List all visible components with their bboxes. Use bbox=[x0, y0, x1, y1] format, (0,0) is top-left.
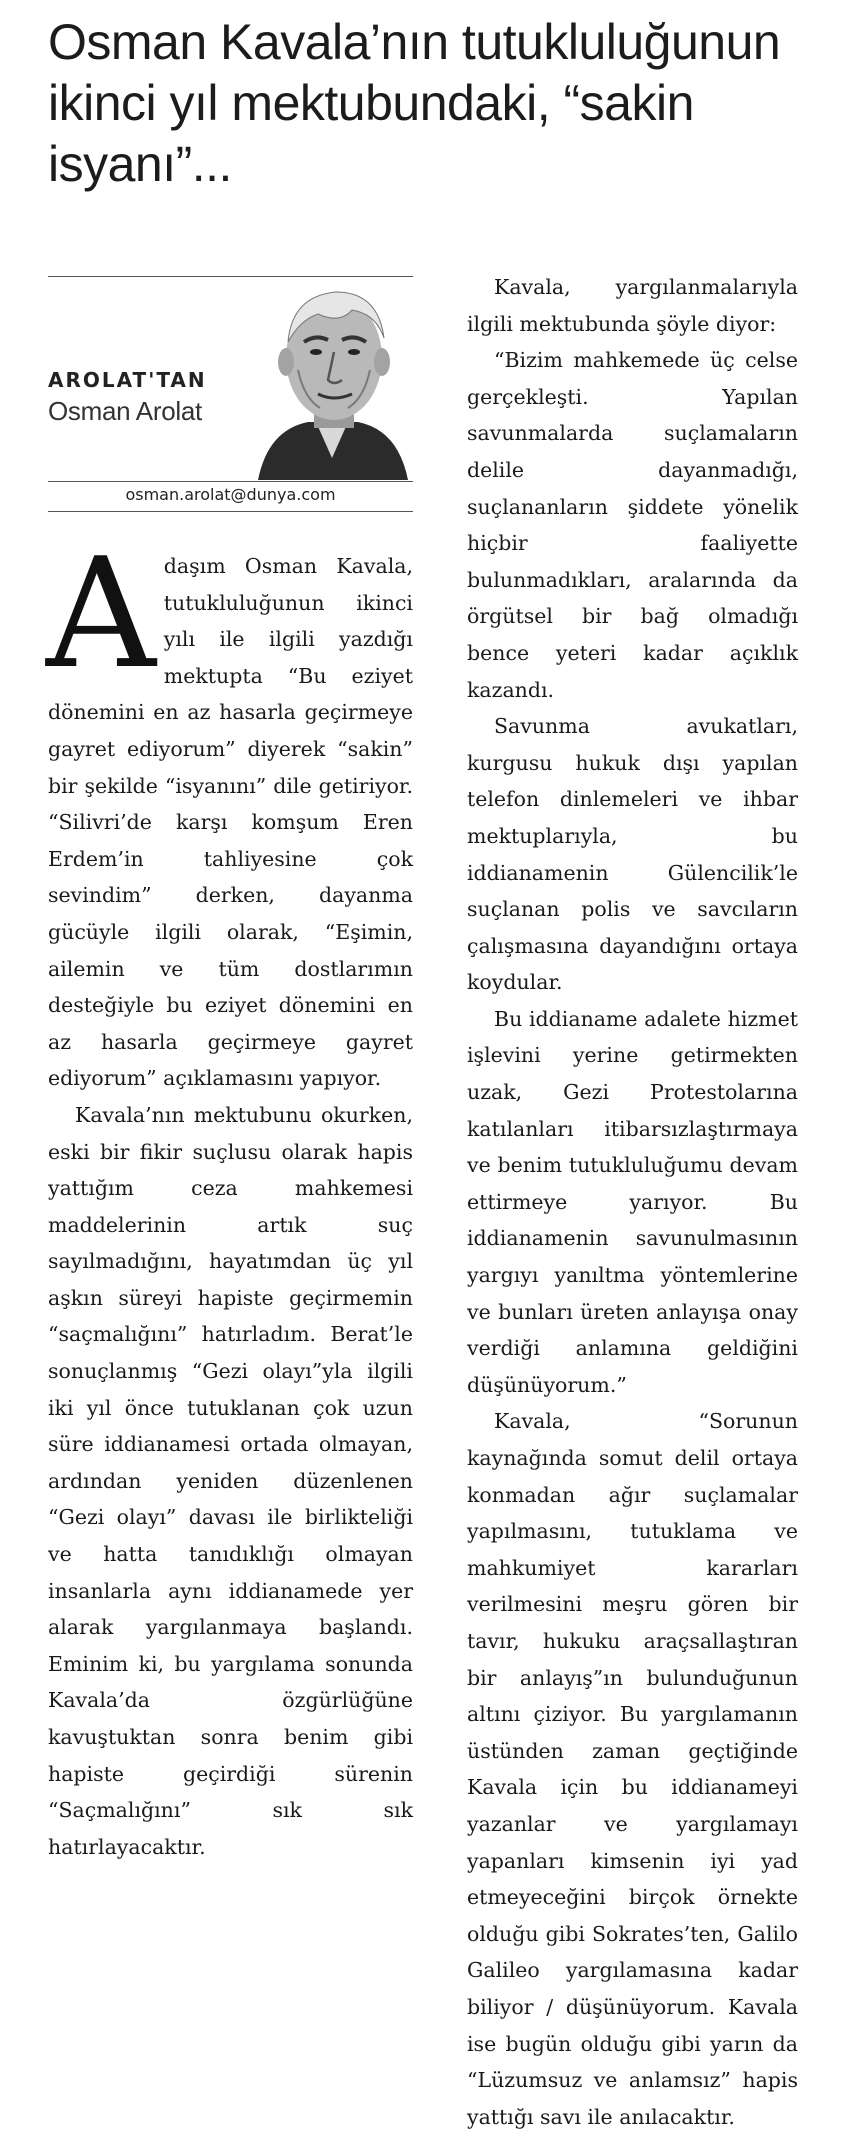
byline-bottom-rule bbox=[48, 511, 413, 512]
body-paragraph bbox=[46, 525, 413, 1097]
paragraph-text: daşım Osman Kavala, tutukluluğunun ikinci yılı ile ilgili yazdığı mektupta “Bu eziyet dönemini en az hasarla geçirmeye gayret ediyorum” diyerek “sakin” bir şekilde “isyanını” dile getiriyor. “Silivri’de karşı komşum Eren Erdem’in tahliyesine çok sevindim” derken, dayanma gücüyle ilgili olarak, “Eşimin, ailemin ve tüm dostlarımın desteğiyle bu eziyet dönemini en az hasarla geçirmeye gayret ediyorum” açıklamasını yapıyor. bbox=[48, 554, 413, 1091]
body-paragraph: Savunma avukatları, kurgusu hukuk dışı yapılan telefon dinlemeleri ve ihbar mektuplarıyla, bu iddianamenin Gülencilik’le suçlanan polis ve savcıların çalışmasına dayandığını ortaya koydular. bbox=[467, 714, 798, 995]
right-column bbox=[467, 269, 798, 2135]
byline-top-rule bbox=[48, 276, 413, 277]
body-paragraph: Bu iddianame adalete hizmet işlevini yerine getirmekten uzak, Gezi Protestolarına katılanları itibarsızlaştırmaya ve benim tutukluluğumu devam ettirmeye yarıyor. Bu iddianamenin savunulmasının yargıyı yanıltma yöntemlerine ve bunları üreten anlayışa onay verdiği anlamına geldiğini düşünüyorum.” bbox=[467, 1006, 798, 1397]
drop-cap: A bbox=[46, 525, 156, 702]
author-portrait bbox=[248, 280, 413, 480]
author-email[interactable]: osman.arolat@dunya.com bbox=[125, 485, 336, 504]
byline-box bbox=[48, 276, 413, 512]
author-name: Osman Arolat bbox=[48, 396, 202, 426]
column-name: AROLAT'TAN bbox=[48, 368, 207, 392]
body-paragraph: Kavala, “Sorunun kaynağında somut delil ortaya konmadan ağır suçlamalar yapılmasını, tutuklama ve mahkumiyet kararları verilmesini meşru gören bir tavır, hukuku araçsallaştıran bir anlayış”ın bulunduğunun altını çiziyor. Bu yargılamanın üstünden zaman geçtiğinde Kavala için bu iddianameyi yazanlar ve yargılamayı yapanları kimsenin iyi yad etmeyeceğini birçok örnekte olduğu gibi Sokrates’ten, Galilo Galileo yargılamasına kadar biliyor / düşünüyorum. Kavala ise bugün olduğu gibi yarın da “Lüzumsuz ve anlamsız” hapis yattığı savı ile anılacaktır. bbox=[467, 1409, 798, 2129]
body-paragraph: Kavala’nın mektubunu okurken, eski bir fikir suçlusu olarak hapis yattığım ceza mahkemesi maddelerinin artık suç sayılmadığını, hayatımdan üç yıl aşkın süreyi hapiste geçirmemin “saçmalığını” hatırladım. Berat’le sonuçlanmış “Gezi olayı”yla ilgili iki yıl önce tutuklanan çok uzun süre iddianamesi ortada olmayan, ardından yeniden düzenlenen “Gezi olayı” davası ile birlikteliği ve hatta tanıdıklığı olmayan insanlarla aynı iddianamede yer alarak yargılanmaya başlandı. Eminim ki, bu yargılama sonunda Kavala’da özgürlüğüne kavuştuktan sonra benim gibi hapiste geçirdiği sürenin “Saçmalığını” sık sık hatırlayacaktır. bbox=[48, 1102, 413, 1859]
headline: Osman Kavala’nın tutukluluğunun ikinci yıl mektubundaki, “sakin isyanı”... bbox=[48, 14, 781, 192]
body-paragraph: Kavala, yargılanmalarıyla ilgili mektubunda şöyle diyor: bbox=[467, 275, 798, 336]
left-column bbox=[46, 525, 413, 1865]
byline-mid-rule bbox=[48, 481, 413, 482]
body-paragraph: “Bizim mahkemede üç celse gerçekleşti. Yapılan savunmalarda suçlamaların delile dayanmadığı, suçlananların şiddete yönelik hiçbir faaliyette bulunmadıkları, aralarında da örgütsel bir bağ olmadığı bence yeteri kadar açıklık kazandı. bbox=[467, 348, 798, 702]
